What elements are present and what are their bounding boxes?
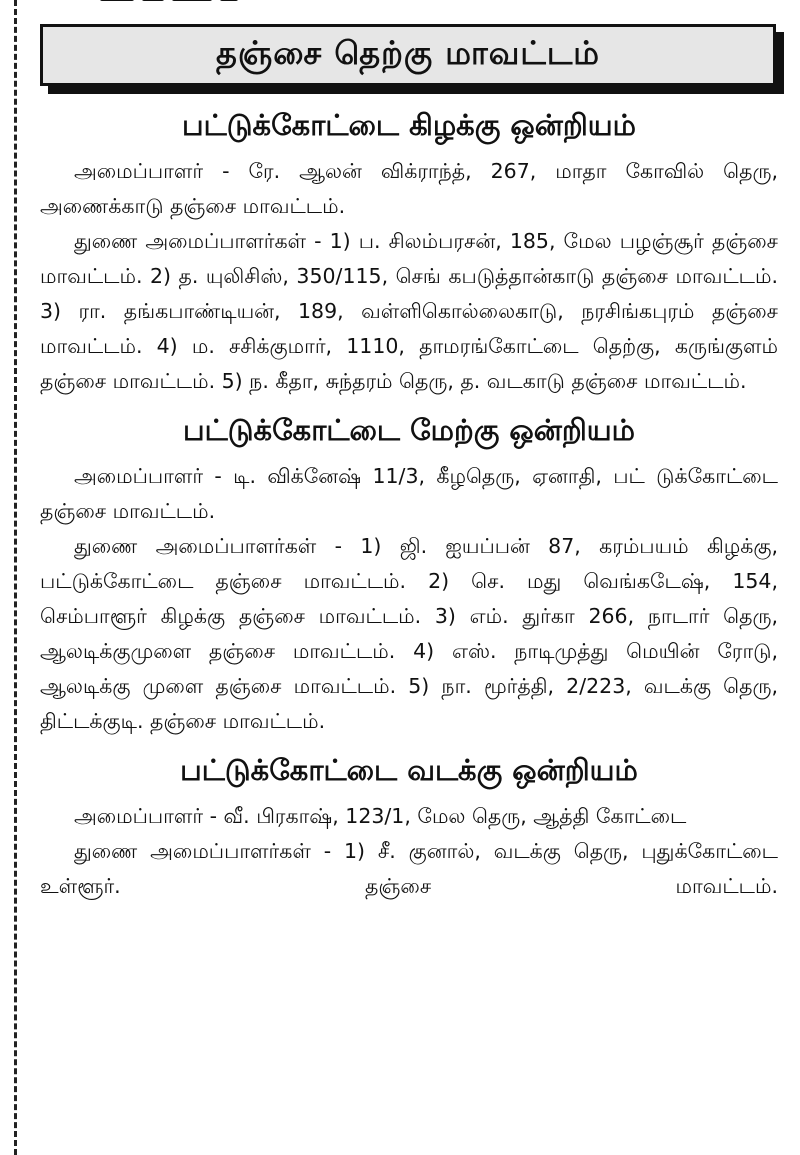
section-east-union (40, 108, 778, 399)
organizer-paragraph: அமைப்பாளர் - ரே. ஆலன் விக்ராந்த், 267, மாதா கோவில் தெரு, அணைக்காடு தஞ்சை மாவட்டம். (40, 159, 778, 218)
section-north-union (40, 753, 778, 904)
district-banner (40, 24, 776, 86)
article-body (40, 108, 778, 904)
deputies-paragraph: துணை அமைப்பாளர்கள் - 1) ஜி. ஐயப்பன் 87, கரம்பயம் கிழக்கு, பட்டுக்கோட்டை தஞ்சை மாவட்டம். 2) செ. மது வெங்கடேஷ், 154, செம்பாளூர் கிழக்கு தஞ்சை மாவட்டம். 3) எம். துர்கா 266, நாடார் தெரு, ஆலடிக்குமுளை தஞ்சை மாவட்டம். 4) எஸ். நாடிமுத்து மெயின் ரோடு, ஆலடிக்கு முளை தஞ்சை மாவட்டம். 5) நா. மூர்த்தி, 2/223, வடக்கு தெரு, திட்டக்குடி. தஞ்சை மாவட்டம். (40, 534, 778, 733)
organizer-paragraph: அமைப்பாளர் - வீ. பிரகாஷ், 123/1, மேல தெரு, ஆத்தி கோட்டை (74, 804, 687, 828)
section-title: பட்டுக்கோட்டை வடக்கு ஒன்றியம் (180, 753, 638, 787)
column-divider (14, 0, 17, 1155)
section-title: பட்டுக்கோட்டை மேற்கு ஒன்றியம் (182, 413, 636, 447)
district-title: தஞ்சை தெற்கு மாவட்டம் (215, 34, 601, 72)
cropped-text-fragment (100, 0, 360, 6)
deputies-paragraph: துணை அமைப்பாளர்கள் - 1) ப. சிலம்பரசன், 185, மேல பழஞ்சூர் தஞ்சை மாவட்டம். 2) த. யுலிசிஸ், 350/115, செங் கபடுத்தான்காடு தஞ்சை மாவட்டம். 3) ரா. தங்கபாண்டியன், 189, வள்ளிகொல்லைகாடு, நரசிங்கபுரம் தஞ்சை மாவட்டம். 4) ம. சசிக்குமார், 1110, தாமரங்கோட்டை தெற்கு, கருங்குளம் தஞ்சை மாவட்டம். 5) ந. கீதா, சுந்தரம் தெரு, த. வடகாடு தஞ்சை மாவட்டம். (40, 229, 778, 393)
section-west-union (40, 413, 778, 739)
deputies-paragraph: துணை அமைப்பாளர்கள் - 1) சீ. குனால், வடக்கு தெரு, புதுக்கோட்டை உள்ளூர். தஞ்சை மாவட்டம். (40, 839, 778, 898)
organizer-paragraph: அமைப்பாளர் - டி. விக்னேஷ் 11/3, கீழதெரு, ஏனாதி, பட் டுக்கோட்டை தஞ்சை மாவட்டம். (40, 464, 778, 523)
section-title: பட்டுக்கோட்டை கிழக்கு ஒன்றியம் (181, 108, 636, 142)
